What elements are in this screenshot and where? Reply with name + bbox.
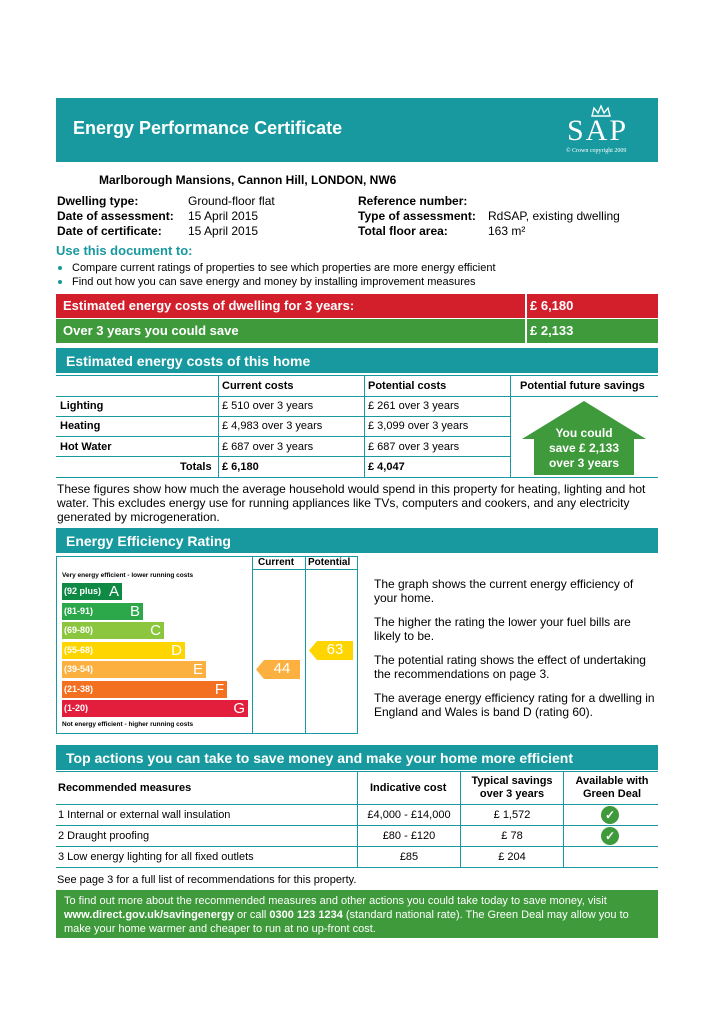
- bar-divider: [525, 319, 527, 343]
- assessment-type-label: Type of assessment:: [358, 209, 476, 223]
- efficiency-rating-chart: [56, 556, 358, 734]
- rating-band-c: [62, 622, 164, 639]
- estimated-costs-label: Estimated energy costs of dwelling for 3 years:: [63, 298, 355, 313]
- current-costs-header: Current costs: [222, 380, 294, 392]
- total-current: £ 6,180: [222, 461, 259, 473]
- potential-costs-header: Potential costs: [368, 380, 447, 392]
- measure-savings: £ 78: [501, 830, 523, 842]
- phone-number: 0300 123 1234: [269, 909, 343, 921]
- efficiency-paragraph: The average energy efficiency rating for a dwelling in England and Wales is band D (rating 60).: [374, 691, 655, 719]
- date-assessment-label: Date of assessment:: [57, 209, 174, 223]
- savings-house-graphic: [516, 399, 652, 477]
- future-savings-header: Potential future savings: [520, 380, 645, 392]
- row-potential: £ 687 over 3 years: [368, 441, 460, 453]
- band-letter: B: [129, 602, 140, 620]
- dwelling-type-value: Ground-floor flat: [188, 194, 275, 208]
- band-range: (92 plus): [64, 586, 102, 596]
- measure-savings: £ 1,572: [493, 809, 531, 821]
- row-current: £ 4,983 over 3 years: [222, 420, 323, 432]
- band-letter: G: [233, 700, 245, 717]
- row-label: Heating: [60, 420, 101, 432]
- divider: [563, 771, 564, 867]
- band-letter: C: [150, 622, 161, 639]
- divider: [305, 556, 306, 734]
- more-info-box: [56, 890, 658, 938]
- measure-name: 2 Draught proofing: [58, 830, 150, 842]
- band-range: (55-68): [64, 644, 94, 655]
- efficiency-paragraph: The potential rating shows the effect of undertaking the recommendations on page 3.: [374, 653, 646, 681]
- divider: [56, 867, 658, 868]
- green-deal-header: Available with Green Deal: [575, 775, 649, 800]
- floor-area-label: Total floor area:: [358, 224, 448, 238]
- current-column-header: Current: [258, 557, 295, 568]
- band-letter: E: [192, 661, 203, 678]
- bullet-text: Find out how you can save energy and money by installing improvement measures: [72, 276, 476, 288]
- efficiency-section-title: Energy Efficiency Rating: [56, 528, 658, 553]
- estimated-costs-value: £ 6,180: [530, 298, 574, 313]
- band-letter: D: [171, 641, 182, 659]
- floor-area-value: 163 m²: [488, 224, 526, 238]
- sap-copyright: © Crown copyright 2009: [566, 148, 627, 154]
- certificate-header: [56, 98, 658, 162]
- band-range: (39-54): [64, 664, 94, 674]
- cost-header: Indicative cost: [370, 782, 447, 794]
- savings-bar: [56, 319, 658, 343]
- divider: [56, 416, 510, 417]
- bottom-efficiency-note: Not energy efficient - higher running costs: [62, 721, 194, 728]
- divider: [364, 375, 365, 477]
- divider: [56, 375, 658, 376]
- row-current: £ 510 over 3 years: [222, 400, 314, 412]
- costs-note: These figures show how much the average household would spend in this property for heating, lighting and hot water. This excludes energy use for running appliances like TVs, computers and cookers, and any electricity generated by microgeneration.: [57, 482, 646, 524]
- use-bullet: [58, 276, 476, 288]
- green-deal-check-icon: ✓: [601, 806, 619, 824]
- sap-logo-text: SAP: [567, 114, 629, 147]
- divider: [252, 569, 358, 570]
- property-address: Marlborough Mansions, Cannon Hill, LONDON, NW6: [99, 173, 397, 187]
- date-certificate-label: Date of certificate:: [57, 224, 162, 238]
- rating-band-f: [62, 681, 227, 698]
- rating-band-e: [62, 661, 206, 678]
- estimated-costs-section-title: Estimated energy costs of this home: [56, 348, 658, 373]
- row-potential: £ 261 over 3 years: [368, 400, 460, 412]
- current-rating-pointer: [256, 660, 300, 679]
- measure-cost: £85: [399, 851, 419, 863]
- saving-energy-link[interactable]: www.direct.gov.uk/savingenergy: [64, 909, 234, 921]
- band-range: (69-80): [64, 625, 94, 635]
- total-potential: £ 4,047: [368, 461, 405, 473]
- potential-rating-pointer: [309, 641, 353, 660]
- recommendations-footnote: See page 3 for a full list of recommendations for this property.: [57, 874, 357, 886]
- sap-logo: [562, 104, 644, 158]
- divider: [218, 375, 219, 477]
- efficiency-paragraph: The graph shows the current energy efficiency of your home.: [374, 577, 634, 605]
- measure-name: 3 Low energy lighting for all fixed outlets: [58, 851, 254, 863]
- divider: [510, 375, 511, 477]
- row-potential: £ 3,099 over 3 years: [368, 420, 469, 432]
- measure-name: 1 Internal or external wall insulation: [58, 809, 231, 821]
- measure-savings: £ 204: [498, 851, 526, 863]
- date-assessment-value: 15 April 2015: [188, 209, 259, 223]
- potential-column-header: Potential: [308, 557, 351, 568]
- band-letter: F: [214, 680, 224, 698]
- savings-header: Typical savings over 3 years: [471, 775, 553, 800]
- totals-label: Totals: [180, 461, 212, 473]
- rating-band-g: [62, 700, 248, 717]
- band-letter: A: [108, 583, 119, 600]
- bullet-icon: [58, 266, 62, 270]
- bullet-text: Compare current ratings of properties to see which properties are more energy efficient: [72, 262, 496, 274]
- bar-divider: [525, 294, 527, 318]
- divider: [56, 456, 510, 457]
- savings-callout: You could save £ 2,133 over 3 years: [548, 426, 620, 470]
- rating-band-d: [62, 642, 185, 659]
- divider: [56, 436, 510, 437]
- dwelling-type-label: Dwelling type:: [57, 194, 139, 208]
- savings-value: £ 2,133: [530, 323, 574, 338]
- rating-value: 63: [326, 640, 344, 658]
- divider: [56, 396, 510, 397]
- efficiency-paragraph: The higher the rating the lower your fuel bills are likely to be.: [374, 615, 631, 643]
- divider: [510, 396, 658, 397]
- savings-label: Over 3 years you could save: [63, 323, 239, 338]
- row-label: Hot Water: [60, 441, 112, 453]
- rating-band-b: [62, 603, 143, 620]
- use-document-title: Use this document to:: [56, 243, 193, 258]
- bullet-icon: [58, 280, 62, 284]
- reference-label: Reference number:: [358, 194, 468, 208]
- rating-value: 44: [273, 660, 291, 677]
- estimated-costs-bar: [56, 294, 658, 318]
- rating-band-a: [62, 583, 122, 600]
- divider: [56, 477, 658, 478]
- assessment-type-value: RdSAP, existing dwelling: [488, 209, 620, 223]
- more-info-text: To find out more about the recommended measures and other actions you could take today to save money, visit www.direct.gov.uk/savingenergy or call 0300 123 1234 (standard national rate). The Green Deal may allow you to make your home warmer and cheaper to run at no up-front cost.: [64, 895, 629, 935]
- date-certificate-value: 15 April 2015: [188, 224, 259, 238]
- band-range: (81-91): [64, 605, 94, 616]
- divider: [252, 556, 253, 734]
- use-bullet: [58, 262, 496, 274]
- row-current: £ 687 over 3 years: [222, 441, 314, 453]
- actions-section-title: Top actions you can take to save money and make your home more efficient: [56, 745, 658, 770]
- measures-header: Recommended measures: [58, 782, 192, 794]
- efficiency-explanation: [374, 577, 659, 729]
- band-range: (1-20): [64, 703, 89, 713]
- green-deal-check-icon: ✓: [601, 827, 619, 845]
- top-efficiency-note: Very energy efficient - lower running costs: [62, 572, 194, 579]
- measure-cost: £4,000 - £14,000: [367, 809, 451, 821]
- page-title: Energy Performance Certificate: [73, 118, 343, 138]
- row-label: Lighting: [60, 400, 104, 412]
- measure-cost: £80 - £120: [382, 830, 436, 842]
- band-range: (21-38): [64, 683, 94, 694]
